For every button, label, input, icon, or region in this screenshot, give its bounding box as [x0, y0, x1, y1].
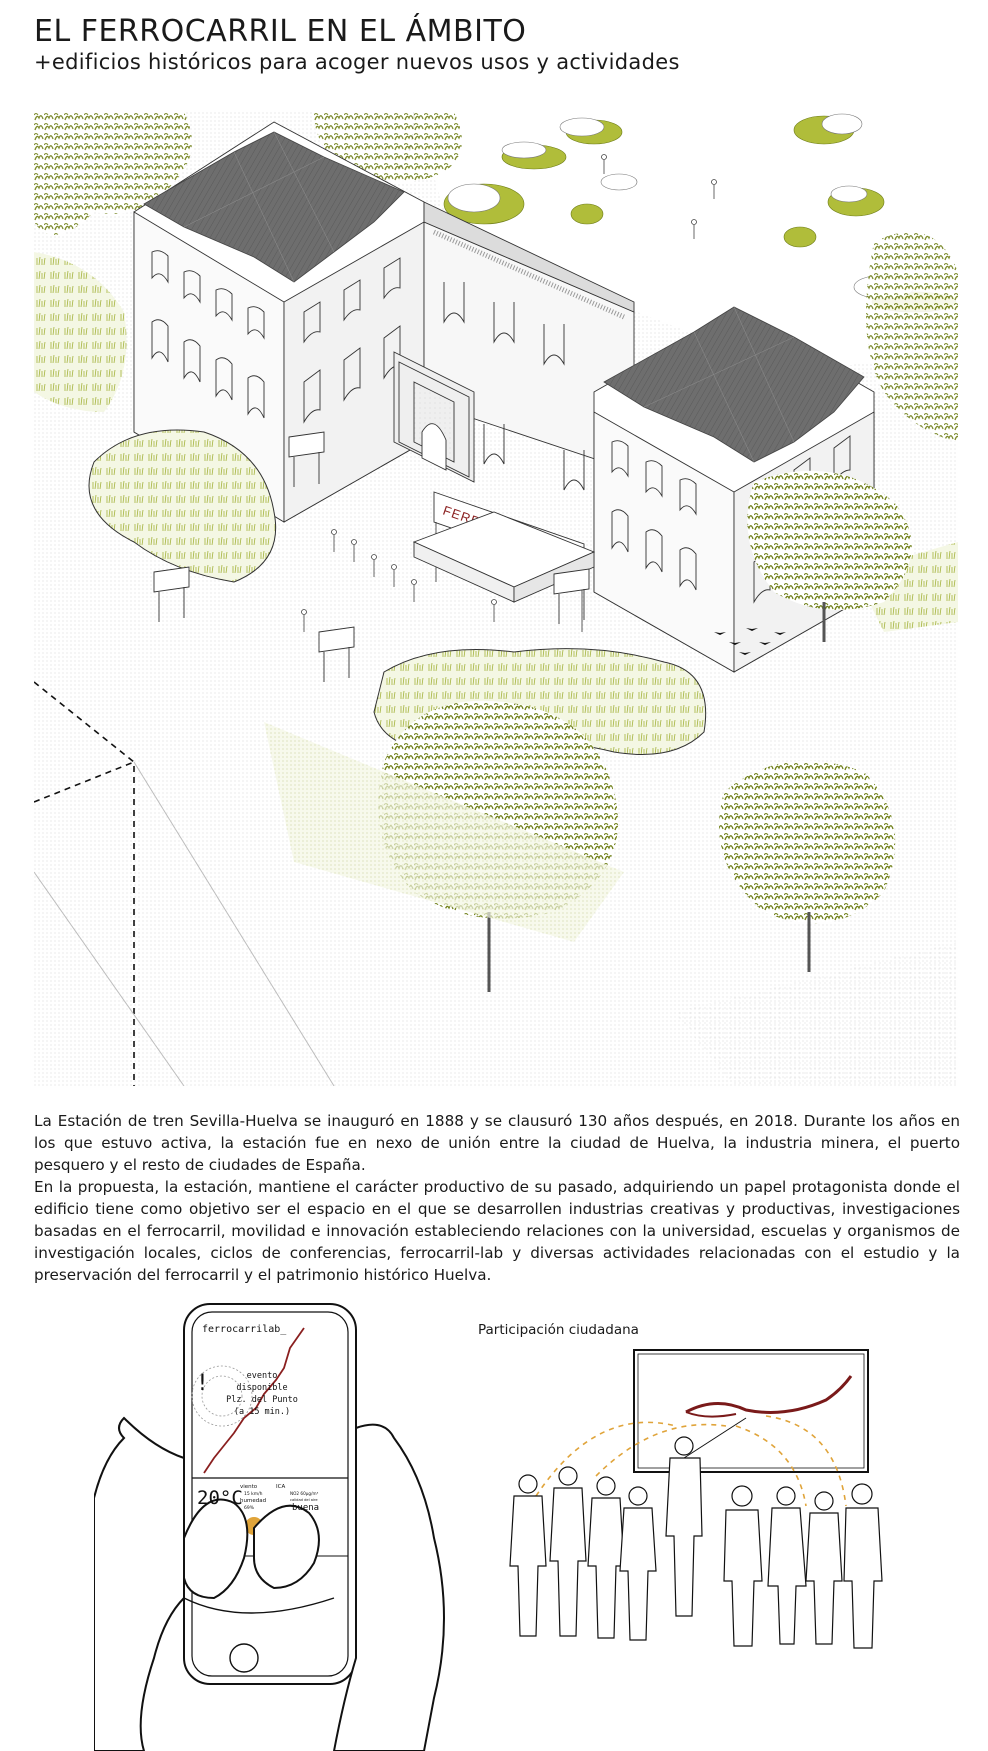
ica-label: ICA: [276, 1484, 286, 1490]
wind-label: viento: [240, 1484, 258, 1490]
wind-value: 15 km/h: [244, 1492, 263, 1497]
event-line-4: (a 15 min.): [233, 1407, 291, 1417]
alert-mark: !: [198, 1371, 207, 1396]
ica-detail: NO2 60µg/m³: [290, 1491, 319, 1496]
event-line-1: evento: [246, 1371, 278, 1381]
page-subtitle: +edificios históricos para acoger nuevos usos y actividades: [34, 50, 680, 74]
air-quality-value: buena: [292, 1503, 320, 1513]
humidity-label: humedad: [240, 1498, 267, 1504]
participation-illustration: [506, 1346, 904, 1651]
ica-sub: calidad del aire: [290, 1498, 318, 1502]
description-text: [34, 1110, 960, 1286]
page-title: EL FERROCARRIL EN EL ÁMBITO: [34, 14, 527, 49]
event-line-3: Plz. del Punto: [226, 1395, 298, 1405]
participation-caption: Participación ciudadana: [478, 1322, 639, 1338]
paragraph-proposal: En la propuesta, la estación, mantiene el carácter productivo de su pasado, adquiriendo un papel protagonista donde el edificio tiene como objetivo ser el espacio en el que se desarrollen industrias creativas y productivas, investigaciones basadas en el ferrocarril, movilidad e innovación estableciendo relaciones con la universidad, escuelas y organismos de investigación locales, ciclos de conferencias, ferrocarril-lab y diversas actividades relacionadas con el estudio y la preservación del ferrocarril y el patrimonio histórico Huelva.: [34, 1178, 960, 1284]
paragraph-history: La Estación de tren Sevilla-Huelva se inauguró en 1888 y se clausuró 130 años después, en 2018. Durante los años en los que estuvo activa, la estación fue en nexo de unión entre la ciudad de Huelva, la industria minera, el puerto pesquero y el resto de ciudades de España.: [34, 1112, 960, 1174]
axonometric-illustration: [34, 112, 958, 1086]
app-name: ferrocarrilab_: [202, 1324, 287, 1335]
humidity-value: 69%: [244, 1506, 255, 1511]
phone-app-illustration: [94, 1298, 454, 1751]
temperature-value: 20°C: [197, 1487, 243, 1509]
event-line-2: disponible: [236, 1383, 288, 1393]
